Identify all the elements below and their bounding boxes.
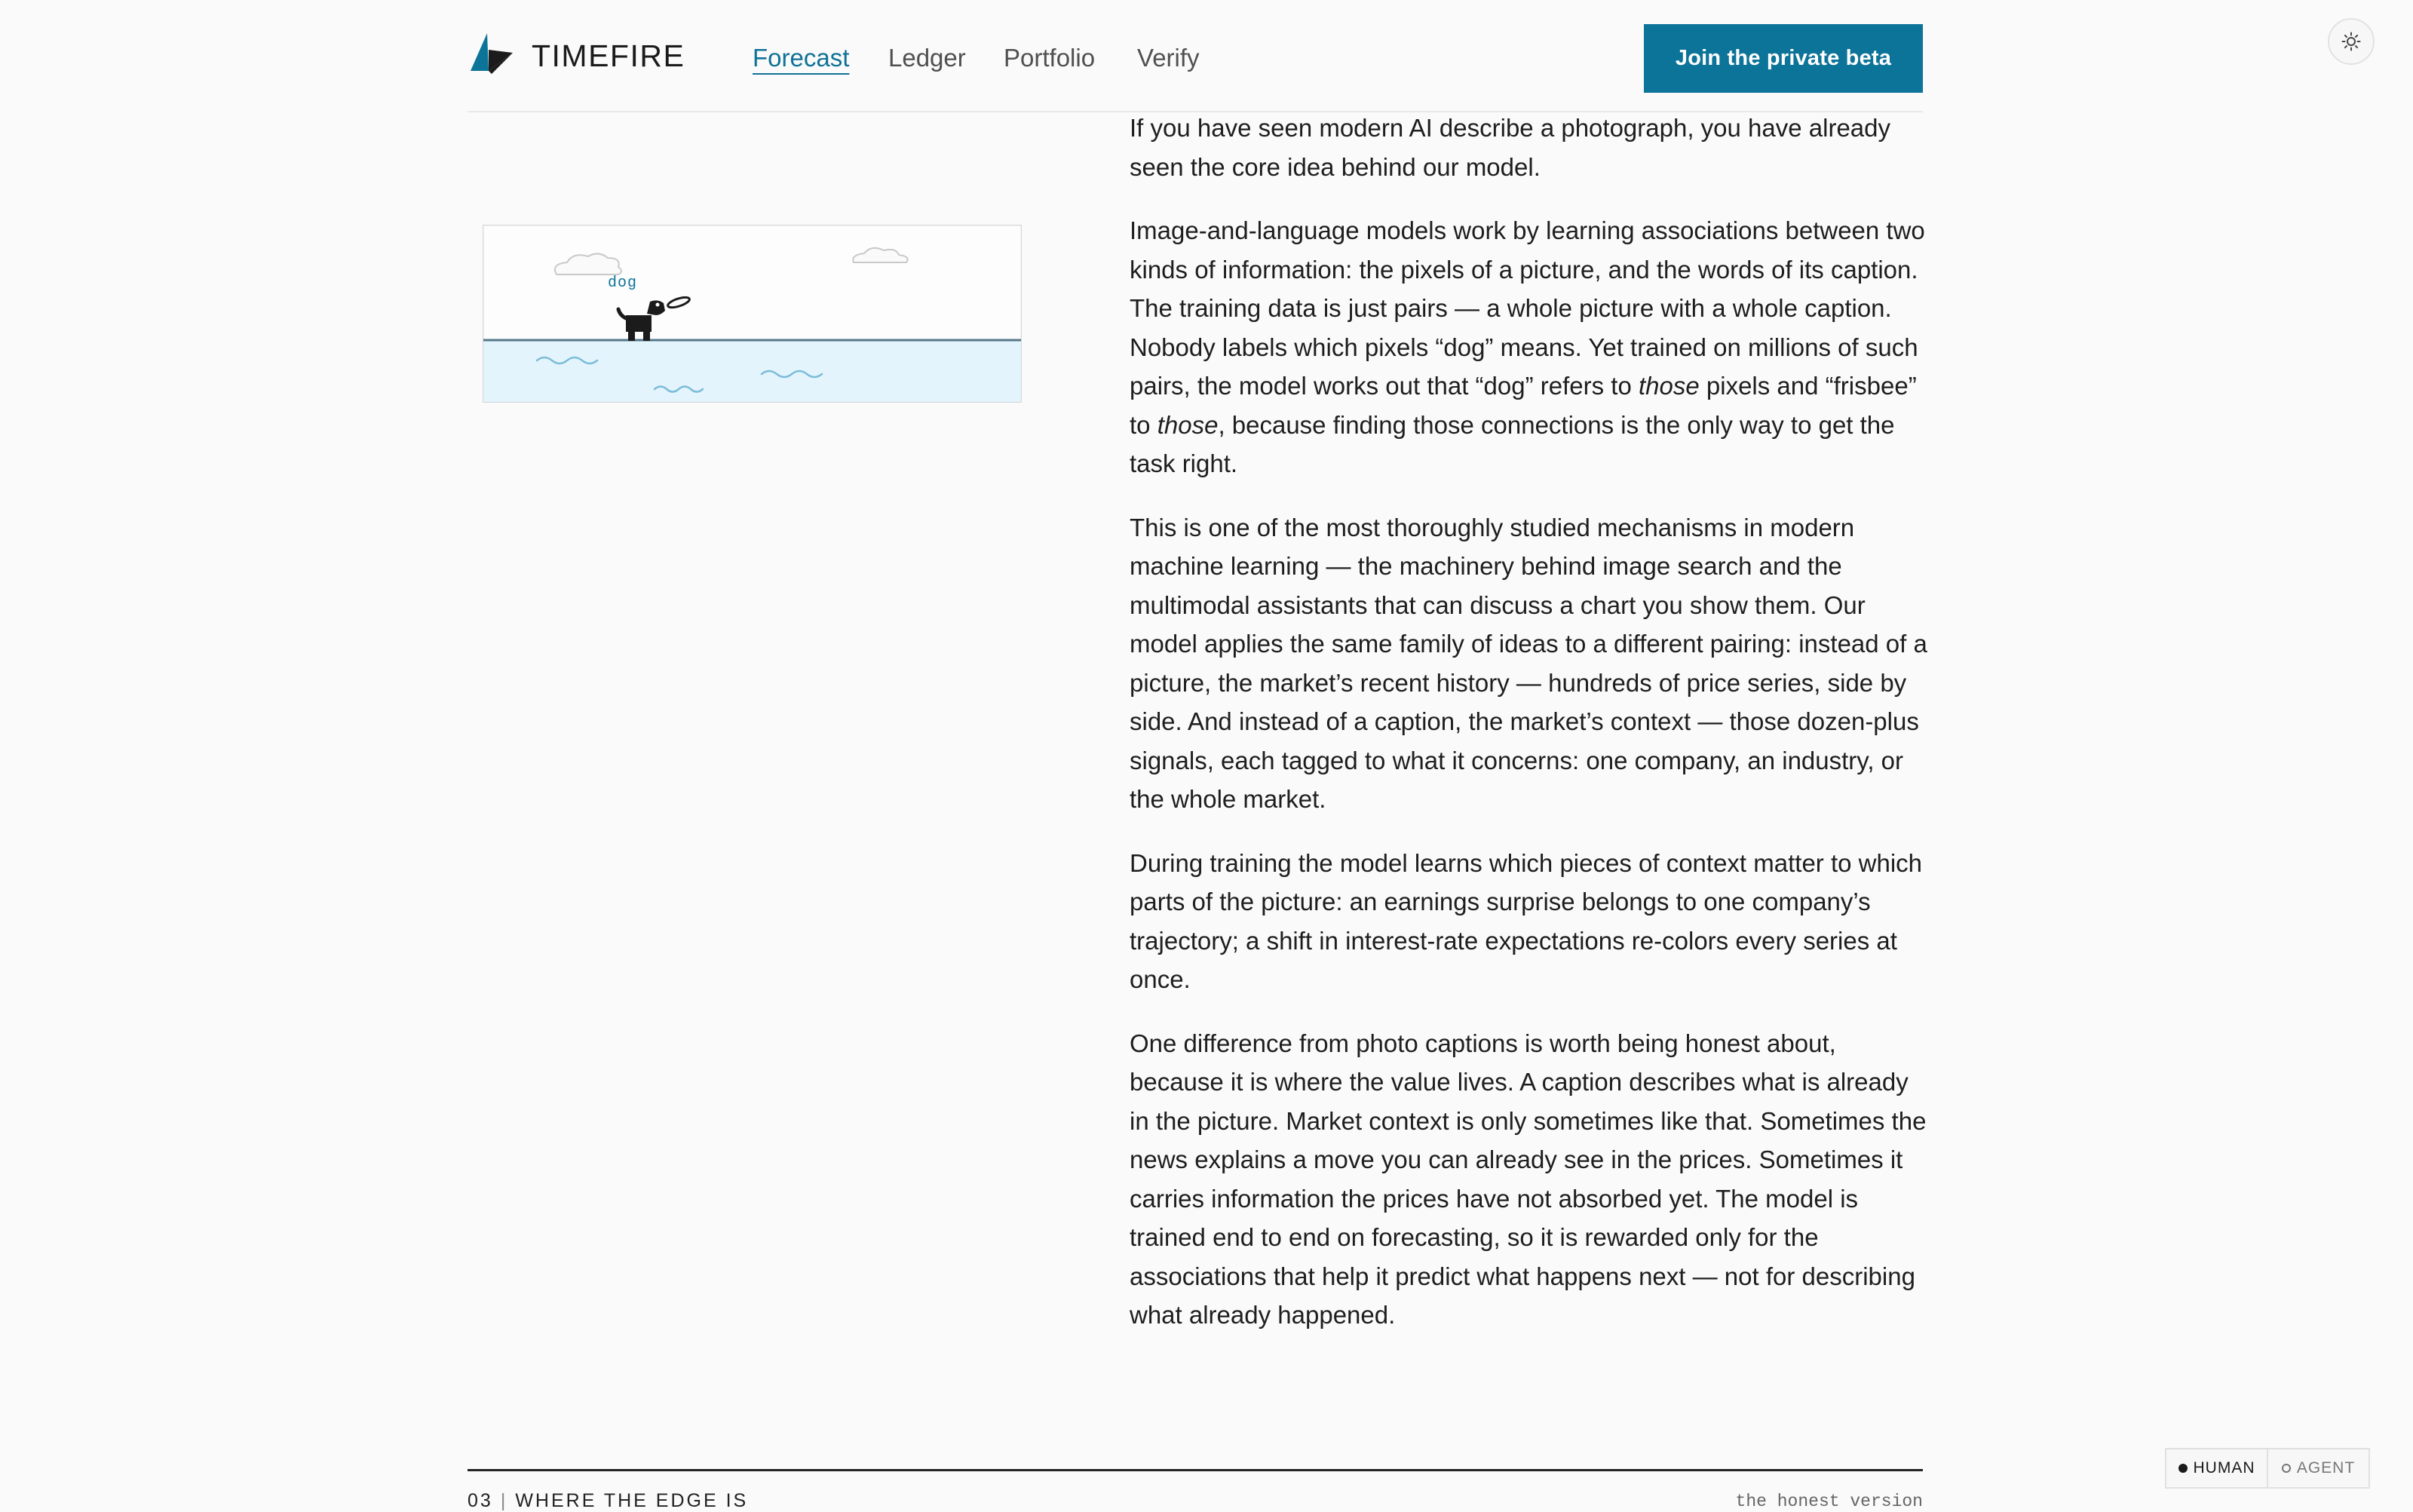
mode-agent-option[interactable] bbox=[2268, 1449, 2369, 1487]
dog-frisbee-illustration bbox=[483, 225, 1022, 403]
theme-toggle-button[interactable] bbox=[2328, 18, 2375, 65]
radio-filled-icon bbox=[2178, 1464, 2188, 1473]
paragraph-image-language bbox=[1130, 211, 1929, 483]
mode-human-option[interactable] bbox=[2166, 1449, 2268, 1487]
paragraph-intro: If you have seen modern AI describe a photograph, you have already seen the core idea behind our model. bbox=[1130, 114, 1890, 181]
paragraph-training: During training the model learns which pieces of context matter to which parts of the picture: an earnings surprise belongs to one company’s trajectory; a shift in interest-rate expectations re-colors every series at once. bbox=[1130, 848, 1923, 993]
emphasis-those: those bbox=[1157, 410, 1219, 439]
nav-verify[interactable]: Verify bbox=[1137, 44, 1200, 72]
paragraph-text: pixels and “frisbee” to bbox=[1130, 372, 1917, 439]
join-beta-button[interactable]: Join the private beta bbox=[1644, 24, 1923, 93]
mode-human-label: HUMAN bbox=[2193, 1459, 2255, 1477]
illustration-dog-label: dog bbox=[608, 274, 638, 292]
nav-ledger[interactable]: Ledger bbox=[888, 44, 966, 72]
timefire-logo-icon[interactable] bbox=[471, 33, 513, 74]
mode-agent-label: AGENT bbox=[2296, 1459, 2356, 1477]
section-divider bbox=[468, 1469, 1923, 1471]
paragraph-mechanism: This is one of the most thoroughly studied mechanisms in modern machine learning — the machinery behind image search and the multimodal assistants that can discuss a chart you show them. Our model applies the same family of ideas to a different pairing: instead of a picture, the market’s recent history — hundreds of price series, side by side. And instead of a caption, the market’s context — those dozen-plus signals, each tagged to what it concerns: one company, an industry, or the whole market. bbox=[1130, 513, 1927, 813]
section-note: the honest version bbox=[1735, 1492, 1923, 1511]
section-number: 03 bbox=[468, 1490, 493, 1511]
sun-icon bbox=[2341, 32, 2361, 51]
paragraph-text: Image-and-language models work by learning associations between two kinds of information: the pixels of a picture, and the words of its caption. The training data is just pairs — a whole picture with a whole caption. Nobody labels which pixels “dog” means. Yet trained on millions of such pairs, the model works out that “dog” refers to bbox=[1130, 216, 1925, 400]
paragraph-text: , because finding those connections is the only way to get the task right. bbox=[1130, 410, 1895, 477]
section-heading bbox=[468, 1490, 748, 1512]
mode-switch bbox=[2165, 1448, 2370, 1489]
radio-empty-icon bbox=[2282, 1464, 2291, 1473]
section-separator: | bbox=[500, 1490, 508, 1511]
section-title: WHERE THE EDGE IS bbox=[515, 1490, 749, 1511]
nav-forecast[interactable]: Forecast bbox=[753, 44, 850, 72]
brand-name[interactable]: TIMEFIRE bbox=[532, 38, 685, 73]
emphasis-those: those bbox=[1638, 372, 1700, 400]
article-body bbox=[1130, 109, 1929, 1360]
paragraph-honest-difference: One difference from photo captions is worth being honest about, because it is where the value lives. A caption describes what is already in the picture. Market context is only sometimes like that. Sometimes the news explains a move you can already see in the prices. Sometimes it carries information the prices have not absorbed yet. The model is trained end to end on forecasting, so it is rewarded only for the associations that help it predict what happens next — not for describing what already happened. bbox=[1130, 1029, 1927, 1329]
site-header bbox=[0, 0, 2413, 112]
nav-portfolio[interactable]: Portfolio bbox=[1004, 44, 1096, 72]
